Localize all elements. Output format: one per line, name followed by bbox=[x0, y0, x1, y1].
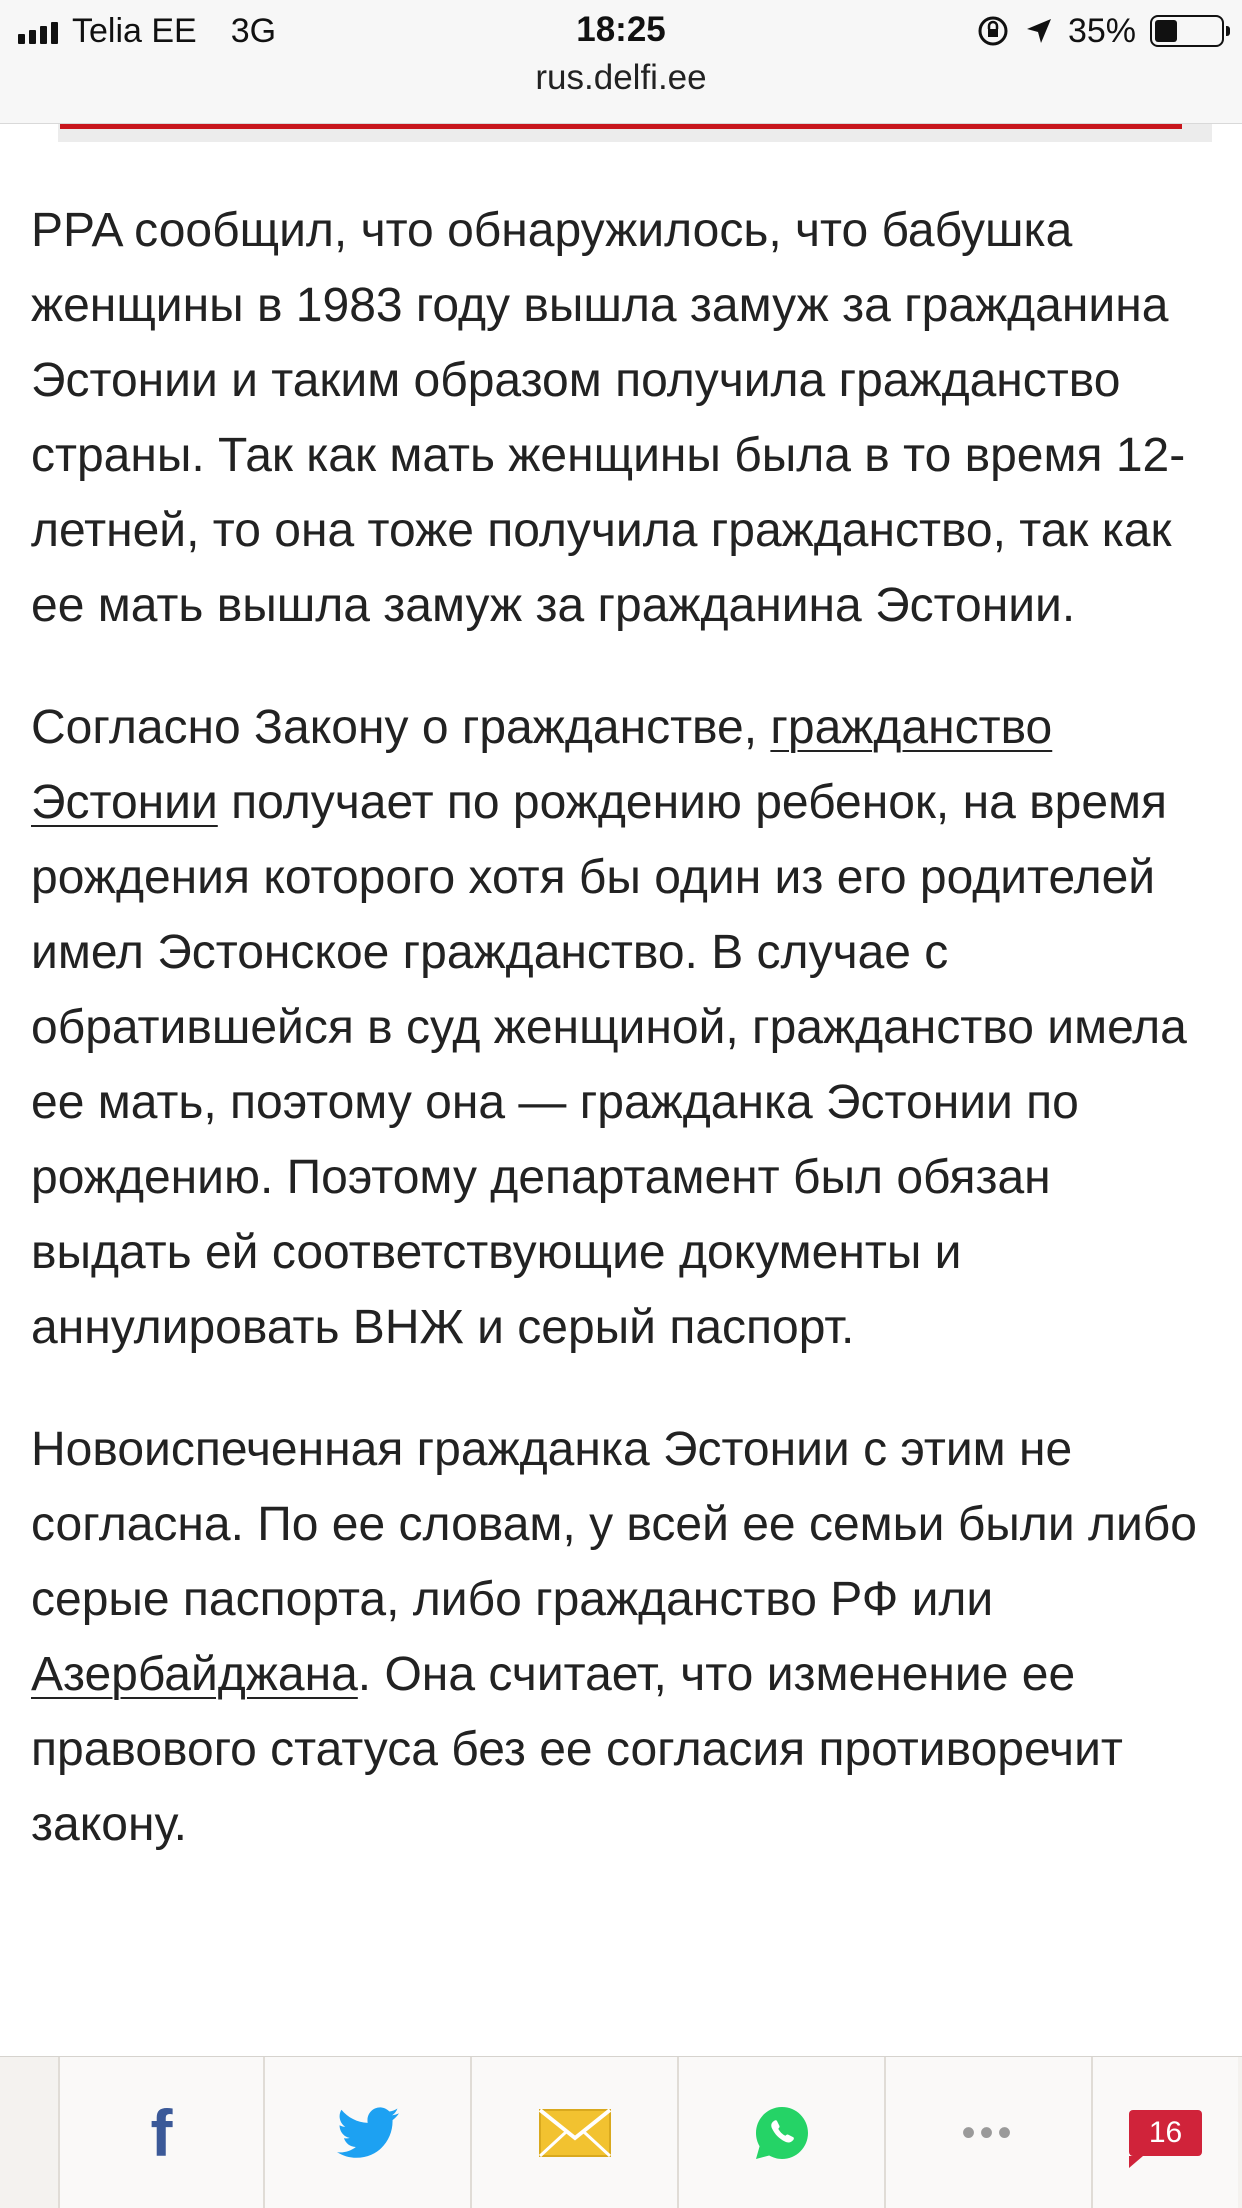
battery-percent: 35% bbox=[1067, 11, 1136, 50]
more-icon: ••• bbox=[961, 2110, 1016, 2155]
azerbaijan-link[interactable]: Азербайджана bbox=[31, 1648, 358, 1701]
article-paragraph: Согласно Закону о гражданстве, гражданство Эстонии получает по рождению ребенок, на время рождения которого хотя бы один из его родителей имел Эстонское гражданство. В случае с обратившейся в суд женщиной, гражданство имела ее мать, поэтому она — гражданка Эстонии по рождению. Поэтому департамент был обязан выдать ей соответствующие документы и аннулировать ВНЖ и серый паспорт. bbox=[31, 701, 1187, 1354]
status-bar bbox=[0, 0, 1242, 62]
twitter-share-button[interactable] bbox=[265, 2057, 472, 2208]
whatsapp-share-button[interactable] bbox=[679, 2057, 886, 2208]
carrier-name: Telia EE bbox=[72, 11, 197, 50]
email-icon bbox=[538, 2108, 612, 2158]
twitter-icon bbox=[337, 2107, 399, 2159]
comments-count-badge: 16 bbox=[1129, 2110, 1202, 2156]
facebook-icon: f bbox=[150, 2096, 173, 2170]
status-right bbox=[976, 10, 1224, 52]
facebook-share-button[interactable] bbox=[58, 2057, 265, 2208]
comments-button[interactable] bbox=[1093, 2057, 1238, 2208]
whatsapp-icon bbox=[752, 2103, 812, 2163]
email-share-button[interactable] bbox=[472, 2057, 679, 2208]
accent-line bbox=[60, 124, 1182, 129]
citizenship-link[interactable]: гражданство Эстонии bbox=[31, 701, 1053, 829]
share-bar bbox=[0, 2056, 1242, 2208]
more-share-button[interactable] bbox=[886, 2057, 1093, 2208]
browser-top-bar bbox=[0, 0, 1242, 124]
status-time: 18:25 bbox=[576, 10, 666, 49]
network-type: 3G bbox=[230, 11, 277, 50]
article-paragraph: PPA сообщил, что обнаружилось, что бабушка женщины в 1983 году вышла замуж за гражданина Эстонии и таким образом получила гражданство страны. Так как мать женщины была в то время 12-летней, то она тоже получила гражданство, так как ее мать вышла замуж за гражданина Эстонии. bbox=[31, 204, 1186, 632]
location-arrow-icon bbox=[1024, 16, 1054, 46]
article-body bbox=[31, 193, 1211, 1909]
article-paragraph: Новоиспеченная гражданка Эстонии с этим не согласна. По ее словам, у всей ее семьи были либо серые паспорта, либо гражданство РФ или Азербайджана. Она считает, что изменение ее правового статуса без ее согласия противоречит закону. bbox=[31, 1423, 1197, 1851]
battery-icon bbox=[1150, 15, 1224, 47]
address-bar[interactable]: rus.delfi.ee bbox=[535, 58, 707, 97]
orientation-lock-icon bbox=[976, 14, 1010, 48]
